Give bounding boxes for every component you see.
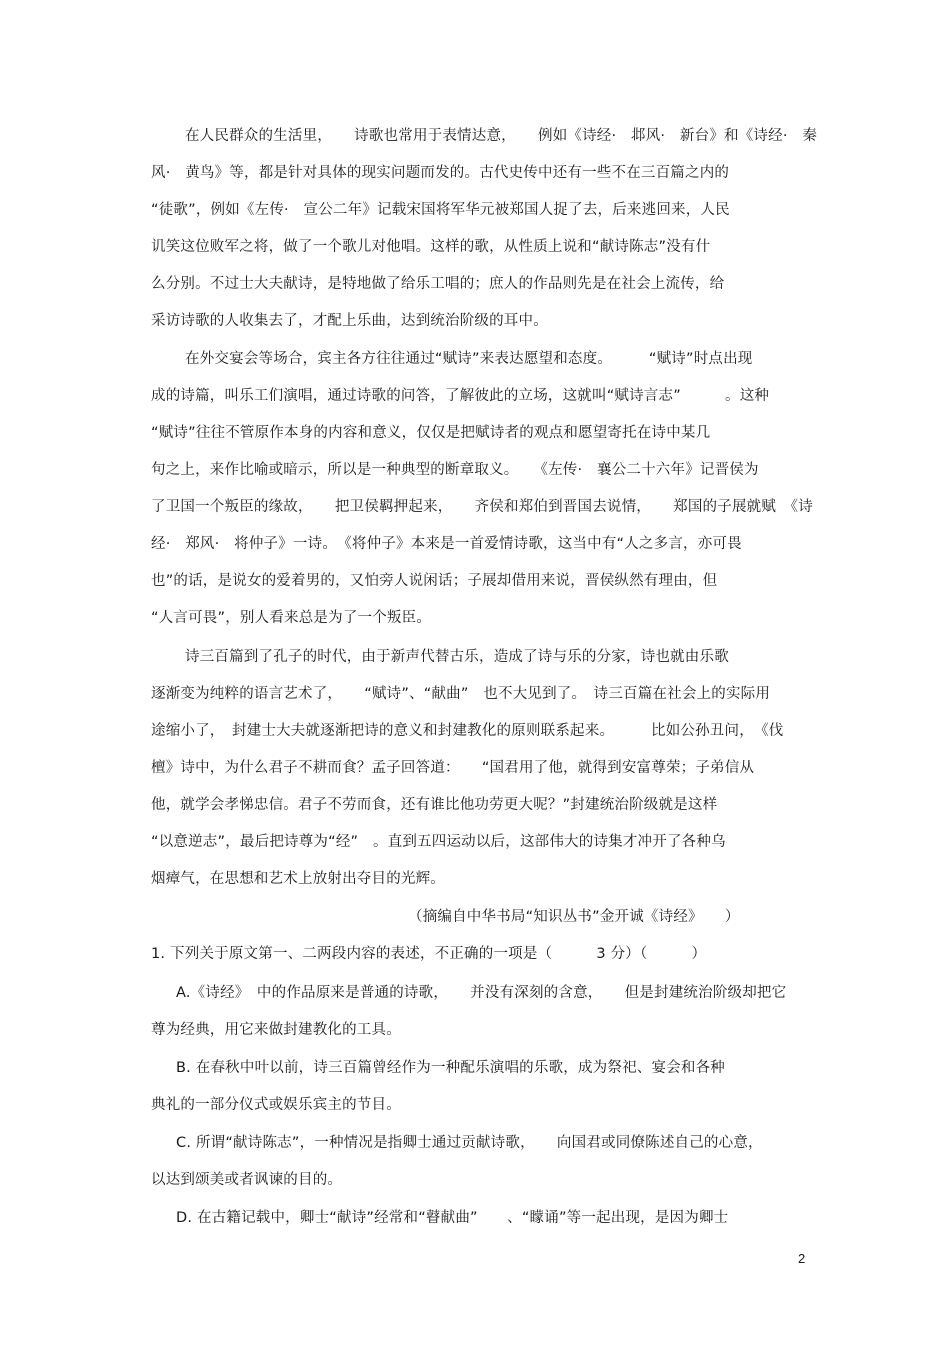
text-line: 诗三百篇到了孔子的时代，由于新声代替古乐，造成了诗与乐的分家，诗也就由乐歌 — [185, 649, 729, 665]
text-line: 烟瘴气，在思想和艺术上放射出夺目的光辉。 — [151, 871, 445, 887]
question-stem: 1. 下列关于原文第一、二两段内容的表述，不正确的一项是（ 3 分）（ ） — [151, 946, 707, 962]
source-citation: （摘编自中华书局“知识丛书”金开诚《诗经》 ） — [408, 909, 740, 925]
text-line: 经· 郑风· 将仲子》一诗。 《将仲子》本来是一首爱情诗歌，这当中有“人之多言，亦可畏 — [151, 536, 742, 552]
text-line: 句之上，来作比喻或暗示，所以是一种典型的断章取义。 《左传· 襄公二十六年》记晋侯为 — [151, 462, 759, 478]
option-c: C. 所谓“献诗陈志”，一种情况是指卿士通过贡献诗歌， 向国君或同僚陈述自己的心意， — [176, 1135, 763, 1151]
option-b-continued: 典礼的一部分仪式或娱乐宾主的节目。 — [151, 1097, 401, 1113]
text-line: “以意逆志”，最后把诗尊为“经” 。直到五四运动以后，这部伟大的诗集才冲开了各种乌 — [151, 834, 726, 850]
text-line: 么分别。不过士大夫献诗，是特地做了给乐工唱的；庶人的作品则先是在社会上流传，给 — [151, 276, 725, 292]
text-line: “徒歌”，例如《左传· 宣公二年》记载宋国将军华元被郑国人捉了去，后来逃回来，人民 — [151, 202, 730, 218]
text-line: 成的诗篇，叫乐工们演唱，通过诗歌的问答，了解彼此的立场，这就叫“赋诗言志” 。这种 — [151, 388, 770, 404]
option-a-continued: 尊为经典，用它来做封建教化的工具。 — [151, 1022, 401, 1038]
text-line: 逐渐变为纯粹的语言艺术了， “赋诗”、“献曲” 也不大见到了。 诗三百篇在社会上的实际用 — [151, 686, 771, 702]
text-line: 途缩小了， 封建士大夫就逐渐把诗的意义和封建教化的原则联系起来。 比如公孙丑问， 《伐 — [151, 723, 784, 739]
option-b: B. 在春秋中叶以前，诗三百篇曾经作为一种配乐演唱的乐歌，成为祭祀、宴会和各种 — [176, 1060, 725, 1076]
text-line: 他，就学会孝悌忠信。君子不劳而食，还有谁比他功劳更大呢？”封建统治阶级就是这样 — [151, 797, 718, 813]
text-line: 采访诗歌的人收集去了，才配上乐曲，达到统治阶级的耳中。 — [151, 313, 548, 329]
text-line: 讥笑这位败军之将，做了一个歌儿对他唱。这样的歌，从性质上说和“献诗陈志”没有什 — [151, 239, 711, 255]
text-line: 在人民群众的生活里， 诗歌也常用于表情达意， 例如《诗经· 邶风· 新台》和《诗经· 秦 — [185, 128, 818, 144]
text-line: “人言可畏”，别人看来总是为了一个叛臣。 — [151, 610, 432, 626]
text-line: 风· 黄鸟》等，都是针对具体的现实问题而发的。古代史传中还有一些不在三百篇之内的 — [151, 165, 730, 181]
option-d: D. 在古籍记载中，卿士“献诗”经常和“瞽献曲” 、“矇诵”等一起出现，是因为卿士 — [176, 1210, 729, 1226]
text-line: 在外交宴会等场合，宾主各方往往通过“赋诗”来表达愿望和态度。 “赋诗”时点出现 — [185, 351, 753, 367]
option-c-continued: 以达到颂美或者讽谏的目的。 — [151, 1172, 343, 1188]
text-line: 了卫国一个叛臣的缘故， 把卫侯羁押起来， 齐侯和郑伯到晋国去说情， 郑国的子展就赋 《诗 — [151, 499, 813, 515]
page-number: 2 — [798, 1251, 806, 1266]
option-a: A.《诗经》 中的作品原来是普通的诗歌， 并没有深刻的含意， 但是封建统治阶级却把它 — [176, 985, 787, 1001]
text-line: 檀》诗中，为什么君子不耕而食？孟子回答道： “国君用了他，就得到安富尊荣；子弟信从 — [151, 760, 755, 776]
text-line: 也”的话，是说女的爱着男的，又怕旁人说闲话；子展却借用来说，晋侯纵然有理由，但 — [151, 573, 718, 589]
text-line: “赋诗”往往不管原作本身的内容和意义，仅仅是把赋诗者的观点和愿望寄托在诗中某几 — [151, 425, 711, 441]
